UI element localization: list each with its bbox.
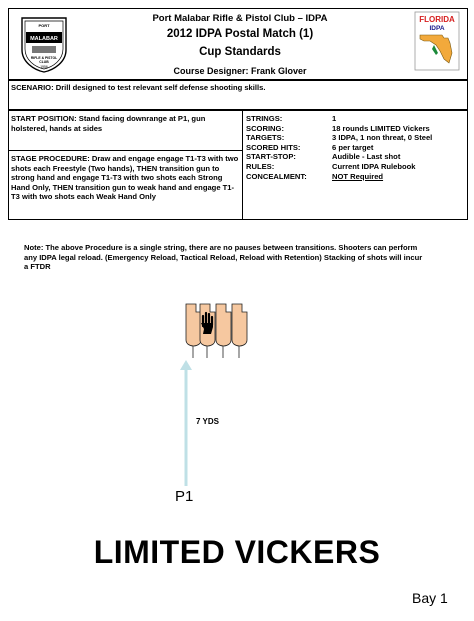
club-logo-top: PORT — [38, 23, 50, 28]
specs-table — [246, 114, 466, 181]
spec-row — [246, 114, 466, 124]
club-logo-name: MALABAR — [30, 36, 58, 42]
spec-value: 6 per target — [332, 142, 374, 152]
target-t1 — [186, 304, 201, 358]
start-position: START POSITION: Stand facing downrange at P1, gun holstered, hands at sides — [11, 114, 206, 133]
target-t3 — [216, 304, 231, 358]
stage-procedure: STAGE PROCEDURE: Draw and engage engage T1-T3 with two shots each Freestyle (Two hands), THEN transition gun to strong hand and engage T1-T3 with two shots each Strong Hand Only, THEN transition gun to weak hand and engage T1-T3 with two shots each Weak Hand Only — [11, 154, 239, 201]
spec-key: SCORED HITS: — [246, 142, 301, 152]
stage-diagram — [176, 296, 260, 496]
course-designer: Course Designer: Frank Glover — [173, 66, 307, 76]
spec-key: TARGETS: — [246, 133, 285, 143]
spec-key: RULES: — [246, 161, 275, 171]
spec-key: STRINGS: — [246, 114, 283, 123]
spec-key: SCORING: — [246, 123, 284, 133]
spec-row — [246, 124, 466, 134]
club-logo-year: 1956 — [40, 65, 48, 69]
target-group — [186, 304, 247, 358]
spec-value: 1 — [332, 114, 337, 123]
details-divider — [242, 110, 243, 220]
club-logo-sub: RIFLE & PISTOL — [30, 56, 58, 60]
bay-label: Bay 1 — [412, 590, 448, 606]
scenario-text: SCENARIO: Drill designed to test relevant self defense shooting skills. — [11, 83, 266, 92]
club-name: Port Malabar Rifle & Pistol Club – IDPA — [152, 13, 328, 24]
match-title: 2012 IDPA Postal Match (1) — [166, 28, 314, 40]
spec-value: 18 rounds LIMITED Vickers — [332, 123, 430, 133]
spec-key: CONCEALMENT: — [246, 171, 307, 181]
spec-row — [246, 152, 466, 162]
spec-value: 3 IDPA, 1 non threat, 0 Steel — [332, 133, 433, 143]
procedure-note: Note: The above Procedure is a single string, there are no pauses between transitions. Shooters can perform any IDPA legal reload. (Emergency Reload, Tactical Reload, Reload with Retention) Stacking of shots will incur a FTDR — [24, 243, 423, 271]
club-logo-club: CLUB — [39, 60, 49, 64]
florida-logo-line1: FLORIDA — [419, 15, 455, 24]
club-logo — [18, 12, 70, 74]
start-stage-divider — [8, 150, 242, 151]
spec-row — [246, 143, 466, 153]
florida-idpa-logo — [414, 11, 460, 71]
spec-value: Audible - Last shot — [332, 152, 401, 162]
stage-name: LIMITED VICKERS — [93, 534, 381, 570]
spec-key: START-STOP: — [246, 152, 296, 162]
target-t4 — [232, 304, 247, 358]
spec-value: NOT Required — [332, 171, 384, 181]
spec-value: Current IDPA Rulebook — [332, 161, 416, 171]
spec-row — [246, 133, 466, 143]
travel-arrow — [180, 360, 192, 486]
shooter-position-label: P1 — [175, 488, 194, 505]
page-title: Cup Standards — [199, 46, 281, 58]
spec-row — [246, 162, 466, 172]
florida-logo-line2: IDPA — [429, 25, 445, 32]
spec-row — [246, 172, 466, 182]
distance-label: 7 YDS — [196, 417, 219, 426]
